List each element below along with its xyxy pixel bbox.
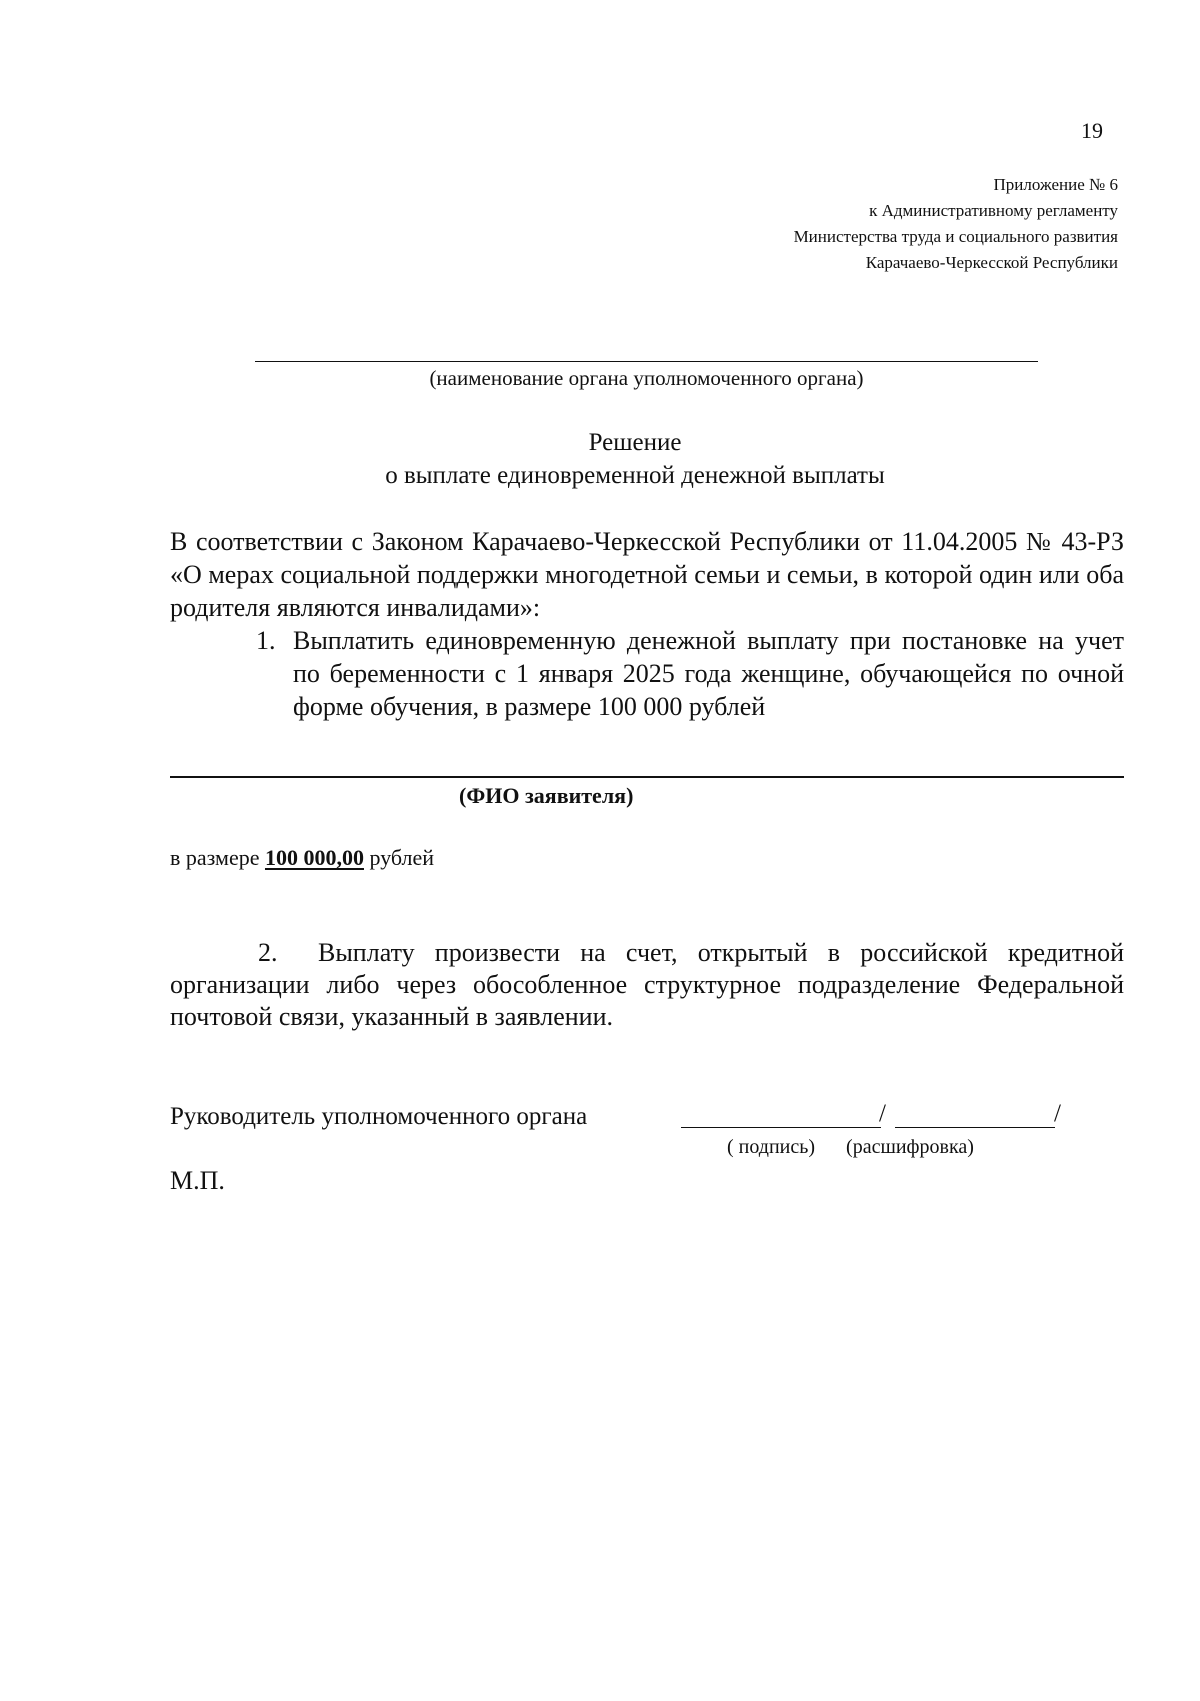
amount-suffix: рублей xyxy=(369,845,435,870)
appendix-line: Министерства труда и социального развития xyxy=(793,227,1118,246)
item-1-text: Выплатить единовременную денежной выплату при постановке на учет по беременности с 1 января 2025 года женщине, обучающейся по очной форме обучения, в размере 100 000 рублей xyxy=(293,626,1124,721)
applicant-name-line xyxy=(170,776,1124,778)
transcript-separator: / xyxy=(1054,1100,1061,1127)
head-of-authority-label: Руководитель уполномоченного органа xyxy=(170,1103,588,1130)
signature-caption: ( подпись) xyxy=(727,1136,816,1158)
amount-line xyxy=(170,845,434,871)
transcript-line xyxy=(895,1127,1055,1128)
amount-prefix: в размере xyxy=(170,845,260,870)
appendix-line: к Административному регламенту xyxy=(869,201,1118,220)
signature-captions xyxy=(727,1136,974,1159)
organization-name-line xyxy=(255,361,1038,362)
applicant-caption: (ФИО заявителя) xyxy=(459,783,634,808)
appendix-line: Приложение № 6 xyxy=(993,175,1118,194)
appendix-header xyxy=(794,172,1118,276)
item-2-text: Выплату произвести на счет, открытый в российской кредитной организации либо через обособленное структурное подразделение Федеральной почтовой связи, указанный в заявлении. xyxy=(170,938,1124,1031)
appendix-line: Карачаево-Черкесской Республики xyxy=(865,253,1118,272)
organization-caption: (наименование органа уполномоченного органа) xyxy=(429,366,864,390)
decision-subtitle: о выплате единовременной денежной выплаты xyxy=(385,462,885,489)
stamp-place: М.П. xyxy=(170,1166,225,1195)
signature-line xyxy=(681,1127,881,1128)
decision-title: Решение xyxy=(588,429,682,456)
amount-value: 100 000,00 xyxy=(264,845,364,870)
legal-basis-paragraph: В соответствии с Законом Карачаево-Черкесской Республики от 11.04.2005 № 43-РЗ «О мерах социальной поддержки многодетной семьи и семьи, в которой один или оба родителя являются инвалидами»: xyxy=(170,527,1124,622)
item-2-number: 2. xyxy=(258,938,278,967)
item-1-number: 1. xyxy=(256,626,276,655)
page-number: 19 xyxy=(1081,118,1103,143)
signature-separator: / xyxy=(879,1100,886,1127)
transcript-caption: (расшифровка) xyxy=(846,1136,974,1158)
